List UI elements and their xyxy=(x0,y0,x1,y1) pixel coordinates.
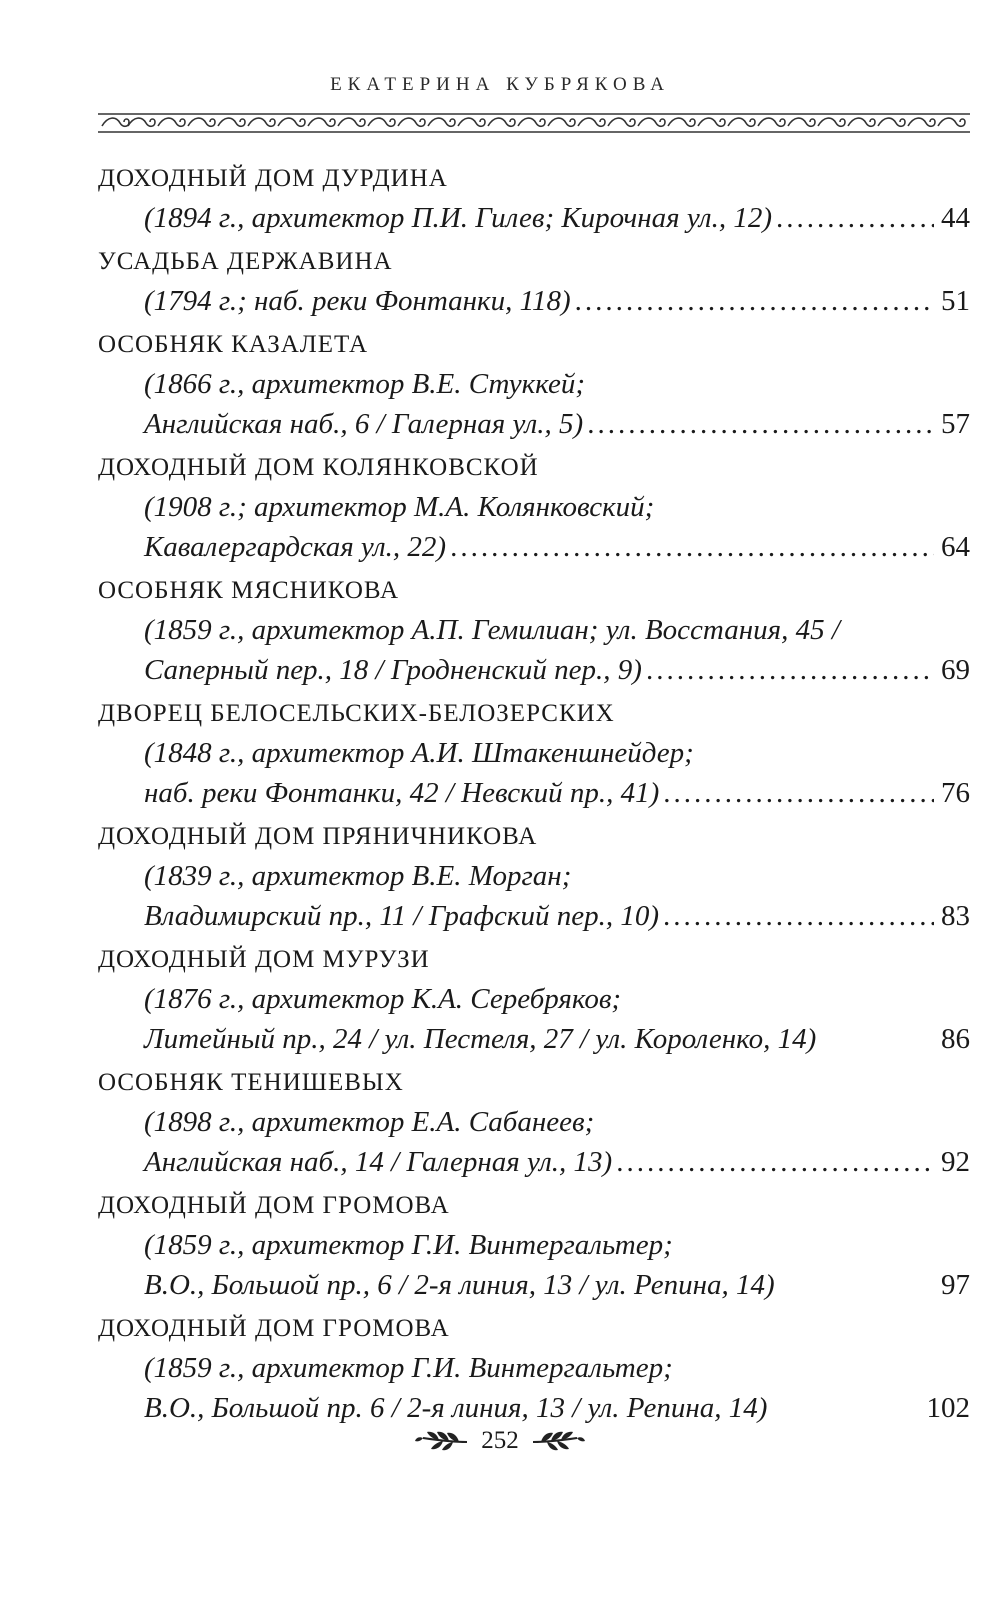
toc-entry-detail: В.О., Большой пр., 6 / 2-я линия, 13 / ул. Репина, 14) xyxy=(144,1269,775,1301)
toc-page-number: 44 xyxy=(941,202,970,234)
toc-entry-detail-line xyxy=(98,487,970,527)
leader-dots xyxy=(616,1142,934,1182)
toc-entry xyxy=(98,695,970,813)
toc-entry-detail: Саперный пер., 18 / Гродненский пер., 9) xyxy=(144,654,642,686)
toc-entry-detail: (1876 г., архитектор К.А. Серебряков; xyxy=(144,983,622,1015)
toc-entry-detail: (1848 г., архитектор А.И. Штакеншнейдер; xyxy=(144,737,694,769)
toc-page-number: 92 xyxy=(941,1146,970,1178)
toc-entry xyxy=(98,572,970,690)
toc-page-number: 69 xyxy=(941,654,970,686)
toc-entry-title: ОСОБНЯК МЯСНИКОВА xyxy=(98,577,400,604)
toc-entry-detail-line xyxy=(98,733,970,773)
toc-page-number: 51 xyxy=(941,285,970,317)
toc-entry-detail-line xyxy=(98,1225,970,1265)
toc-entry-detail-line xyxy=(98,773,970,813)
leader-dots xyxy=(575,281,934,321)
right-leaf-ornament-icon xyxy=(531,1430,587,1452)
toc-entry-detail: (1859 г., архитектор Г.И. Винтергальтер; xyxy=(144,1229,673,1261)
toc-entry-detail-line xyxy=(98,364,970,404)
toc-entry-detail-line xyxy=(98,650,970,690)
toc-page-number: 64 xyxy=(941,531,970,563)
toc-entry-detail-line xyxy=(98,1142,970,1182)
toc-entry-detail: (1794 г.; наб. реки Фонтанки, 118) xyxy=(144,285,571,317)
toc-entry-title: ДОХОДНЫЙ ДОМ ГРОМОВА xyxy=(98,1192,450,1219)
toc-entry-title: ДОХОДНЫЙ ДОМ ПРЯНИЧНИКОВА xyxy=(98,823,538,850)
ornamental-rule xyxy=(98,112,970,134)
toc-entry-detail: наб. реки Фонтанки, 42 / Невский пр., 41) xyxy=(144,777,660,809)
toc-entry-title: ОСОБНЯК ТЕНИШЕВЫХ xyxy=(98,1069,404,1096)
toc-page-number: 102 xyxy=(926,1392,970,1424)
left-leaf-ornament-icon xyxy=(413,1430,469,1452)
toc-entry-detail: (1866 г., архитектор В.Е. Стуккей; xyxy=(144,368,586,400)
toc-entry-detail: Владимирский пр., 11 / Графский пер., 10) xyxy=(144,900,659,932)
running-head: ЕКАТЕРИНА КУБРЯКОВА xyxy=(330,74,670,95)
toc-entry xyxy=(98,243,970,321)
toc-entry-detail: В.О., Большой пр. 6 / 2-я линия, 13 / ул. Репина, 14) xyxy=(144,1392,768,1424)
toc-entry-detail: (1898 г., архитектор Е.А. Сабанеев; xyxy=(144,1106,595,1138)
page-folio xyxy=(0,1427,1000,1455)
toc-entry-detail: Английская наб., 6 / Галерная ул., 5) xyxy=(144,408,584,440)
leader-dots xyxy=(776,198,934,238)
toc-entry-detail: Кавалергардская ул., 22) xyxy=(144,531,447,563)
toc-page-number: 76 xyxy=(941,777,970,809)
toc-page-number: 57 xyxy=(941,408,970,440)
toc-entry xyxy=(98,941,970,1059)
toc-entry xyxy=(98,1064,970,1182)
toc-entry-detail-line xyxy=(98,1265,970,1305)
toc-entry-title: ДОХОДНЫЙ ДОМ МУРУЗИ xyxy=(98,946,430,973)
toc-entry-detail-line xyxy=(98,527,970,567)
toc-entry-detail-line xyxy=(98,896,970,936)
toc-entry-detail-line xyxy=(98,1388,970,1428)
toc-entry-title: УСАДЬБА ДЕРЖАВИНА xyxy=(98,248,393,275)
toc-entry-detail: (1859 г., архитектор Г.И. Винтергальтер; xyxy=(144,1352,673,1384)
toc-entry-title: ДОХОДНЫЙ ДОМ ГРОМОВА xyxy=(98,1315,450,1342)
toc-entry-detail-line xyxy=(98,979,970,1019)
page-number: 252 xyxy=(481,1427,519,1454)
toc-entry-detail-line xyxy=(98,281,970,321)
leader-dots xyxy=(663,773,934,813)
toc-entry-detail: (1859 г., архитектор А.П. Гемилиан; ул. Восстания, 45 / xyxy=(144,614,840,646)
toc-page-number: 97 xyxy=(941,1269,970,1301)
toc-entry xyxy=(98,326,970,444)
toc-page-number: 86 xyxy=(941,1023,970,1055)
toc-entry-title: ДОХОДНЫЙ ДОМ ДУРДИНА xyxy=(98,165,448,192)
leader-dots xyxy=(663,896,934,936)
toc-entry xyxy=(98,818,970,936)
table-of-contents xyxy=(98,160,970,1433)
leader-dots xyxy=(450,527,934,567)
toc-entry-detail: Английская наб., 14 / Галерная ул., 13) xyxy=(144,1146,613,1178)
toc-entry-detail-line xyxy=(98,1019,970,1059)
toc-entry-detail: (1908 г.; архитектор М.А. Колянковский; xyxy=(144,491,655,523)
toc-entry xyxy=(98,449,970,567)
toc-entry-detail-line xyxy=(98,404,970,444)
toc-entry-detail: (1894 г., архитектор П.И. Гилев; Кирочная ул., 12) xyxy=(144,202,772,234)
toc-entry xyxy=(98,160,970,238)
toc-entry-title: ДВОРЕЦ БЕЛОСЕЛЬСКИХ-БЕЛОЗЕРСКИХ xyxy=(98,700,615,727)
toc-entry-detail-line xyxy=(98,1348,970,1388)
toc-page-number: 83 xyxy=(941,900,970,932)
leader-dots xyxy=(587,404,934,444)
toc-entry-title: ДОХОДНЫЙ ДОМ КОЛЯНКОВСКОЙ xyxy=(98,454,539,481)
toc-entry-detail-line xyxy=(98,1102,970,1142)
toc-entry-detail-line xyxy=(98,610,970,650)
toc-entry-detail-line xyxy=(98,856,970,896)
toc-entry-detail: Литейный пр., 24 / ул. Пестеля, 27 / ул. Короленко, 14) xyxy=(144,1023,817,1055)
toc-entry-title: ОСОБНЯК КАЗАЛЕТА xyxy=(98,331,369,358)
toc-entry xyxy=(98,1187,970,1305)
toc-entry-detail-line xyxy=(98,198,970,238)
toc-entry xyxy=(98,1310,970,1428)
toc-entry-detail: (1839 г., архитектор В.Е. Морган; xyxy=(144,860,572,892)
leader-dots xyxy=(646,650,934,690)
